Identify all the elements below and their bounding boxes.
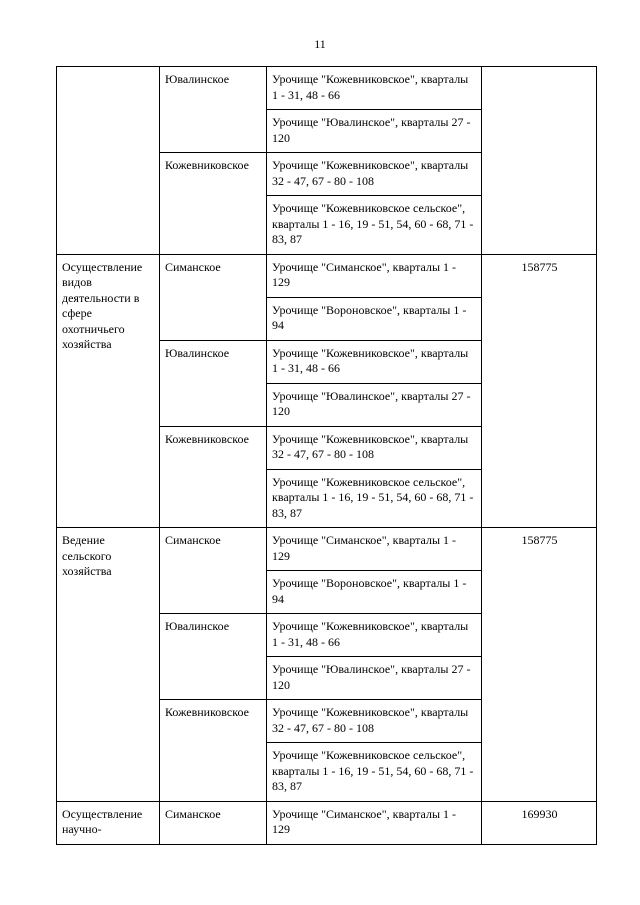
tract-cell: Урочище "Ювалинское", кварталы 27 - 120 xyxy=(267,657,482,700)
area-cell xyxy=(482,67,597,255)
settlement-cell: Симанское xyxy=(160,528,267,614)
settlement-cell: Симанское xyxy=(160,254,267,340)
tract-cell: Урочище "Симанское", кварталы 1 - 129 xyxy=(267,801,482,844)
tract-cell: Урочище "Ювалинское", кварталы 27 - 120 xyxy=(267,110,482,153)
settlement-cell: Кожевниковское xyxy=(160,700,267,802)
settlement-cell: Ювалинское xyxy=(160,67,267,153)
tract-cell: Урочище "Кожевниковское", кварталы 32 - 47, 67 - 80 - 108 xyxy=(267,426,482,469)
tract-cell: Урочище "Кожевниковское сельское", кварталы 1 - 16, 19 - 51, 54, 60 - 68, 71 - 83, 87 xyxy=(267,743,482,802)
tract-cell: Урочище "Кожевниковское сельское", кварталы 1 - 16, 19 - 51, 54, 60 - 68, 71 - 83, 87 xyxy=(267,469,482,528)
activity-cell: Ведение сельского хозяйства xyxy=(57,528,160,802)
tract-cell: Урочище "Симанское", кварталы 1 - 129 xyxy=(267,254,482,297)
area-cell: 169930 xyxy=(482,801,597,844)
area-cell: 158775 xyxy=(482,254,597,528)
table-row xyxy=(57,67,597,110)
tract-cell: Урочище "Кожевниковское", кварталы 32 - 47, 67 - 80 - 108 xyxy=(267,700,482,743)
tract-cell: Урочище "Кожевниковское сельское", кварталы 1 - 16, 19 - 51, 54, 60 - 68, 71 - 83, 87 xyxy=(267,196,482,255)
settlement-cell: Кожевниковское xyxy=(160,426,267,528)
table-row xyxy=(57,528,597,571)
tract-cell: Урочище "Кожевниковское", кварталы 1 - 31, 48 - 66 xyxy=(267,614,482,657)
activity-cell: Осуществление видов деятельности в сфере охотничьего хозяйства xyxy=(57,254,160,528)
activity-cell xyxy=(57,67,160,255)
tract-cell: Урочище "Симанское", кварталы 1 - 129 xyxy=(267,528,482,571)
tract-cell: Урочище "Кожевниковское", кварталы 32 - 47, 67 - 80 - 108 xyxy=(267,153,482,196)
area-cell: 158775 xyxy=(482,528,597,802)
settlement-cell: Ювалинское xyxy=(160,340,267,426)
tract-cell: Урочище "Ювалинское", кварталы 27 - 120 xyxy=(267,383,482,426)
activity-cell: Осуществление научно- xyxy=(57,801,160,844)
tract-cell: Урочище "Вороновское", кварталы 1 - 94 xyxy=(267,297,482,340)
settlement-cell: Ювалинское xyxy=(160,614,267,700)
table-row xyxy=(57,254,597,297)
settlement-cell: Симанское xyxy=(160,801,267,844)
settlement-cell: Кожевниковское xyxy=(160,153,267,255)
tract-cell: Урочище "Кожевниковское", кварталы 1 - 31, 48 - 66 xyxy=(267,340,482,383)
page-number: 11 xyxy=(314,37,326,51)
tract-cell: Урочище "Вороновское", кварталы 1 - 94 xyxy=(267,571,482,614)
table-row xyxy=(57,801,597,844)
land-use-table xyxy=(56,66,597,845)
tract-cell: Урочище "Кожевниковское", кварталы 1 - 31, 48 - 66 xyxy=(267,67,482,110)
